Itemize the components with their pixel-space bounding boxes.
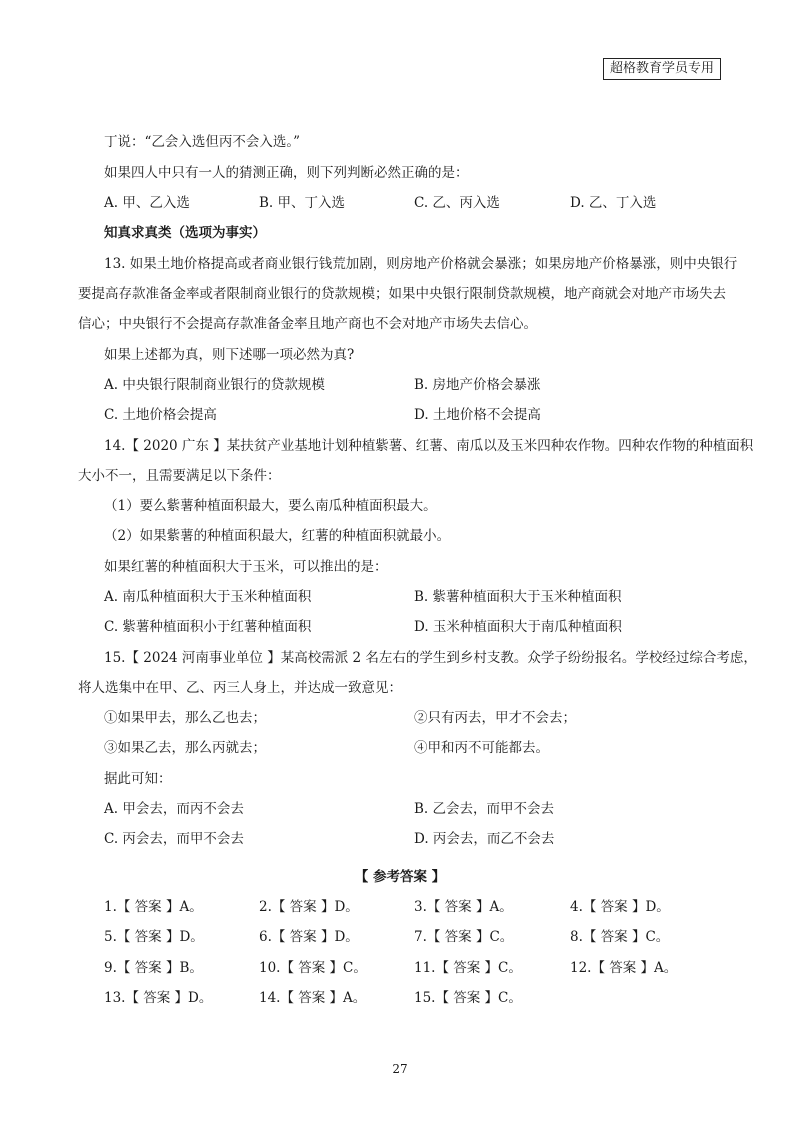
answer-item: 10.【 答案 】C。 <box>259 960 367 976</box>
q13-option-c: C. 土地价格会提高 <box>104 407 217 423</box>
q14-condition-1: （1）要么紫薯种植面积最大，要么南瓜种植面积最大。 <box>104 498 437 514</box>
q12-question: 如果四人中只有一人的猜测正确，则下列判断必然正确的是： <box>104 165 469 181</box>
answers-title: 【 参考答案 】 <box>354 869 446 885</box>
answer-item: 7.【 答案 】C。 <box>414 929 514 945</box>
q13-option-b: B. 房地产价格会暴涨 <box>414 377 541 393</box>
q15-option-d: D. 丙会去，而乙不会去 <box>414 831 555 847</box>
answer-item: 3.【 答案 】A。 <box>414 899 513 915</box>
q14-condition-2: （2）如果紫薯的种植面积最大，红薯的种植面积就最小。 <box>104 528 451 544</box>
q15-option-c: C. 丙会去，而甲不会去 <box>104 831 244 847</box>
q15-question: 据此可知： <box>104 771 172 787</box>
section-title: 知真求真类（选项为事实） <box>104 225 266 241</box>
page-number: 27 <box>392 1062 408 1076</box>
q13-stem-line-3: 信心；中央银行不会提高存款准备金率且地产商也不会对地产市场失去信心。 <box>78 316 537 332</box>
q14-option-a: A. 南瓜种植面积大于玉米种植面积 <box>104 589 312 605</box>
answer-item: 1.【 答案 】A。 <box>104 899 203 915</box>
answer-item: 9.【 答案 】B。 <box>104 960 203 976</box>
answer-item: 14.【 答案 】A。 <box>259 990 367 1006</box>
q13-stem-line-2: 要提高存款准备金率或者限制商业银行的贷款规模；如果中央银行限制贷款规模，地产商就会对地产市场失去 <box>78 286 726 302</box>
answer-item: 6.【 答案 】D。 <box>259 929 359 945</box>
q14-stem-line-2: 大小不一，且需要满足以下条件： <box>78 468 281 484</box>
q14-option-d: D. 玉米种植面积大于南瓜种植面积 <box>414 619 622 635</box>
q15-condition-4: ④甲和丙不可能都去。 <box>414 740 549 756</box>
q12-option-a: A. 甲、乙入选 <box>104 195 190 211</box>
q14-question: 如果红薯的种植面积大于玉米，可以推出的是： <box>104 559 388 575</box>
q12-option-b: B. 甲、丁入选 <box>259 195 346 211</box>
q14-stem-line-1: 14.【 2020 广东 】某扶贫产业基地计划种植紫薯、红薯、南瓜以及玉米四种农作物。四种农作物的种植面积 <box>104 438 754 454</box>
q15-stem-line-2: 将人选集中在甲、乙、丙三人身上，并达成一致意见： <box>78 680 402 696</box>
q13-option-d: D. 土地价格不会提高 <box>414 407 541 423</box>
q13-stem-line-1: 13. 如果土地价格提高或者商业银行钱荒加剧，则房地产价格就会暴涨；如果房地产价格暴涨，则中央银行 <box>104 256 738 272</box>
q15-condition-3: ③如果乙去，那么丙就去； <box>104 740 266 756</box>
answer-item: 13.【 答案 】D。 <box>104 990 213 1006</box>
answer-item: 2.【 答案 】D。 <box>259 899 359 915</box>
q13-question: 如果上述都为真，则下述哪一项必然为真? <box>104 347 355 363</box>
answer-item: 5.【 答案 】D。 <box>104 929 204 945</box>
answer-item: 15.【 答案 】C。 <box>414 990 522 1006</box>
q15-stem-line-1: 15.【 2024 河南事业单位 】某高校需派 2 名左右的学生到乡村支教。众学子纷纷报名。学校经过综合考虑， <box>104 650 757 666</box>
answer-item: 11.【 答案 】C。 <box>414 960 522 976</box>
q12-option-d: D. 乙、丁入选 <box>570 195 657 211</box>
q14-option-c: C. 紫薯种植面积小于红薯种植面积 <box>104 619 312 635</box>
q12-option-c: C. 乙、丙入选 <box>414 195 500 211</box>
answer-item: 12.【 答案 】A。 <box>570 960 678 976</box>
answer-item: 4.【 答案 】D。 <box>570 899 670 915</box>
header-badge: 超格教育学员专用 <box>603 58 721 80</box>
answer-item: 8.【 答案 】C。 <box>570 929 670 945</box>
q15-condition-1: ①如果甲去，那么乙也去； <box>104 710 266 726</box>
q14-option-b: B. 紫薯种植面积大于玉米种植面积 <box>414 589 622 605</box>
q15-condition-2: ②只有丙去，甲才不会去； <box>414 710 576 726</box>
q15-option-b: B. 乙会去，而甲不会去 <box>414 801 555 817</box>
q13-option-a: A. 中央银行限制商业银行的贷款规模 <box>104 377 325 393</box>
q12-ding-statement: 丁说：“乙会入选但丙不会入选。” <box>104 134 301 150</box>
q15-option-a: A. 甲会去，而丙不会去 <box>104 801 244 817</box>
